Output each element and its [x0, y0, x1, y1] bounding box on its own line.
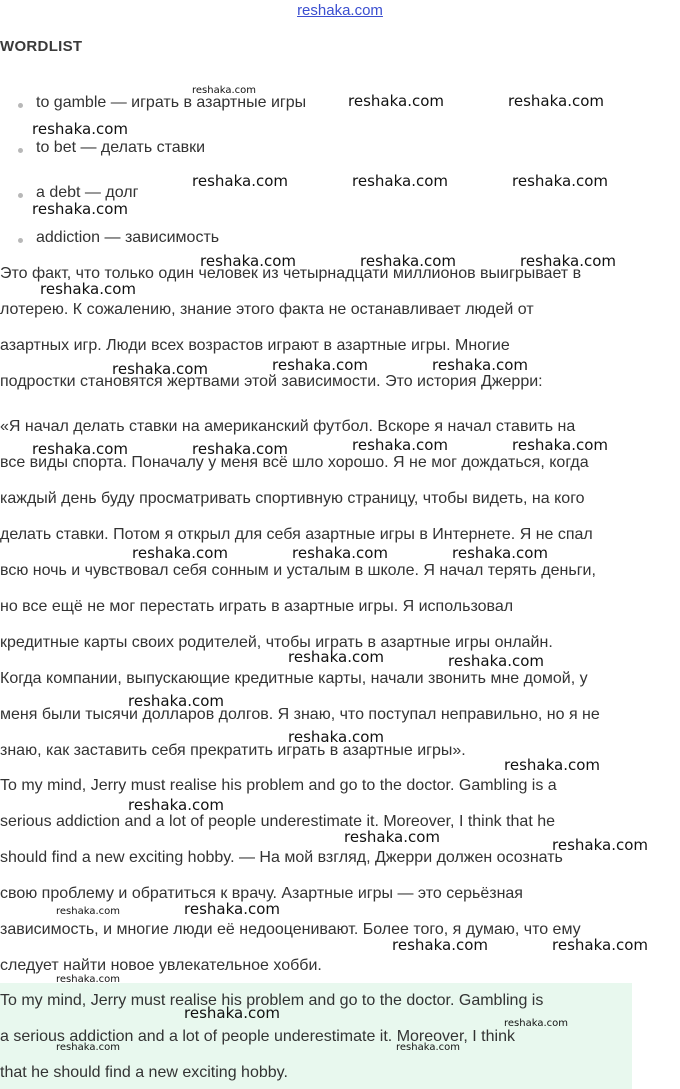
text-line: лотерею. К сожалению, знание этого факта не останавливает людей от	[0, 301, 534, 318]
watermark: reshaka.com	[32, 120, 128, 138]
list-item	[18, 139, 205, 157]
site-header-link[interactable]: reshaka.com	[297, 2, 383, 19]
watermark: reshaka.com	[508, 92, 604, 110]
watermark: reshaka.com	[272, 356, 368, 374]
watermark: reshaka.com	[344, 828, 440, 846]
text-line: делать ставки. Потом я открыл для себя азартные игры в Интернете. Я не спал	[0, 526, 593, 543]
watermark: reshaka.com	[128, 692, 224, 710]
text-line: Когда компании, выпускающие кредитные карты, начали звонить мне домой, у	[0, 670, 588, 687]
wordlist-title: WORDLIST	[0, 38, 83, 55]
watermark: reshaka.com	[184, 1004, 280, 1022]
watermark: reshaka.com	[56, 1042, 120, 1053]
text-line: should find a new exciting hobby. — На мой взгляд, Джерри должен осознать	[0, 849, 563, 866]
list-item-text: to gamble — играть в азартные игры	[36, 94, 307, 111]
watermark: reshaka.com	[396, 1042, 460, 1053]
text-line: подростки становятся жертвами этой зависимости. Это история Джерри:	[0, 373, 543, 390]
watermark: reshaka.com	[520, 252, 616, 270]
watermark: reshaka.com	[288, 728, 384, 746]
watermark: reshaka.com	[288, 648, 384, 666]
list-item	[18, 229, 219, 247]
watermark: reshaka.com	[192, 172, 288, 190]
watermark: reshaka.com	[512, 436, 608, 454]
watermark: reshaka.com	[112, 360, 208, 378]
watermark: reshaka.com	[192, 440, 288, 458]
text-line: всю ночь и чувствовал себя сонным и усталым в школе. Я начал терять деньги,	[0, 562, 596, 579]
text-line: зависимость, и многие люди её недооценивают. Более того, я думаю, что ему	[0, 921, 581, 938]
text-line: каждый день буду просматривать спортивную страницу, чтобы видеть, на кого	[0, 490, 585, 507]
watermark: reshaka.com	[348, 92, 444, 110]
watermark: reshaka.com	[432, 356, 528, 374]
watermark: reshaka.com	[504, 1018, 568, 1029]
text-line: азартных игр. Люди всех возрастов играют в азартные игры. Многие	[0, 337, 510, 354]
watermark: reshaka.com	[132, 544, 228, 562]
text-line: свою проблему и обратиться к врачу. Азартные игры — это серьёзная	[0, 885, 523, 902]
watermark: reshaka.com	[128, 796, 224, 814]
text-line: следует найти новое увлекательное хобби.	[0, 957, 322, 974]
answer-line: a serious addiction and a lot of people underestimate it. Moreover, I think	[0, 1028, 515, 1045]
watermark: reshaka.com	[184, 900, 280, 918]
text-line: Это факт, что только один человек из четырнадцати миллионов выигрывает в	[0, 265, 582, 282]
text-line: serious addiction and a lot of people underestimate it. Moreover, I think that he	[0, 813, 555, 830]
text-line: но все ещё не мог перестать играть в азартные игры. Я использовал	[0, 598, 514, 615]
watermark: reshaka.com	[504, 756, 600, 774]
watermark: reshaka.com	[56, 974, 120, 985]
list-item	[18, 94, 306, 112]
watermark: reshaka.com	[32, 200, 128, 218]
watermark: reshaka.com	[552, 836, 648, 854]
watermark: reshaka.com	[56, 906, 120, 917]
watermark: reshaka.com	[360, 252, 456, 270]
text-line: To my mind, Jerry must realise his problem and go to the doctor. Gambling is a	[0, 777, 557, 794]
watermark: reshaka.com	[392, 936, 488, 954]
list-item-text: a debt — долг	[36, 184, 139, 201]
text-line: кредитные карты своих родителей, чтобы играть в азартные игры онлайн.	[0, 634, 553, 651]
watermark: reshaka.com	[40, 280, 136, 298]
watermark: reshaka.com	[192, 85, 256, 96]
text-line: знаю, как заставить себя прекратить играть в азартные игры».	[0, 742, 466, 759]
watermark: reshaka.com	[552, 936, 648, 954]
answer-line: that he should find a new exciting hobby.	[0, 1064, 288, 1081]
list-item-text: addiction — зависимость	[36, 229, 220, 246]
text-line: все виды спорта. Поначалу у меня всё шло хорошо. Я не мог дождаться, когда	[0, 454, 589, 471]
watermark: reshaka.com	[292, 544, 388, 562]
list-item-text: to bet — делать ставки	[36, 139, 206, 156]
text-line: меня были тысячи долларов долгов. Я знаю, что поступал неправильно, но я не	[0, 706, 600, 723]
watermark: reshaka.com	[352, 436, 448, 454]
watermark: reshaka.com	[512, 172, 608, 190]
watermark: reshaka.com	[32, 440, 128, 458]
watermark: reshaka.com	[452, 544, 548, 562]
watermark: reshaka.com	[352, 172, 448, 190]
text-line: «Я начал делать ставки на американский футбол. Вскоре я начал ставить на	[0, 418, 576, 435]
answer-line: To my mind, Jerry must realise his problem and go to the doctor. Gambling is	[0, 992, 544, 1009]
watermark: reshaka.com	[200, 252, 296, 270]
watermark: reshaka.com	[448, 652, 544, 670]
